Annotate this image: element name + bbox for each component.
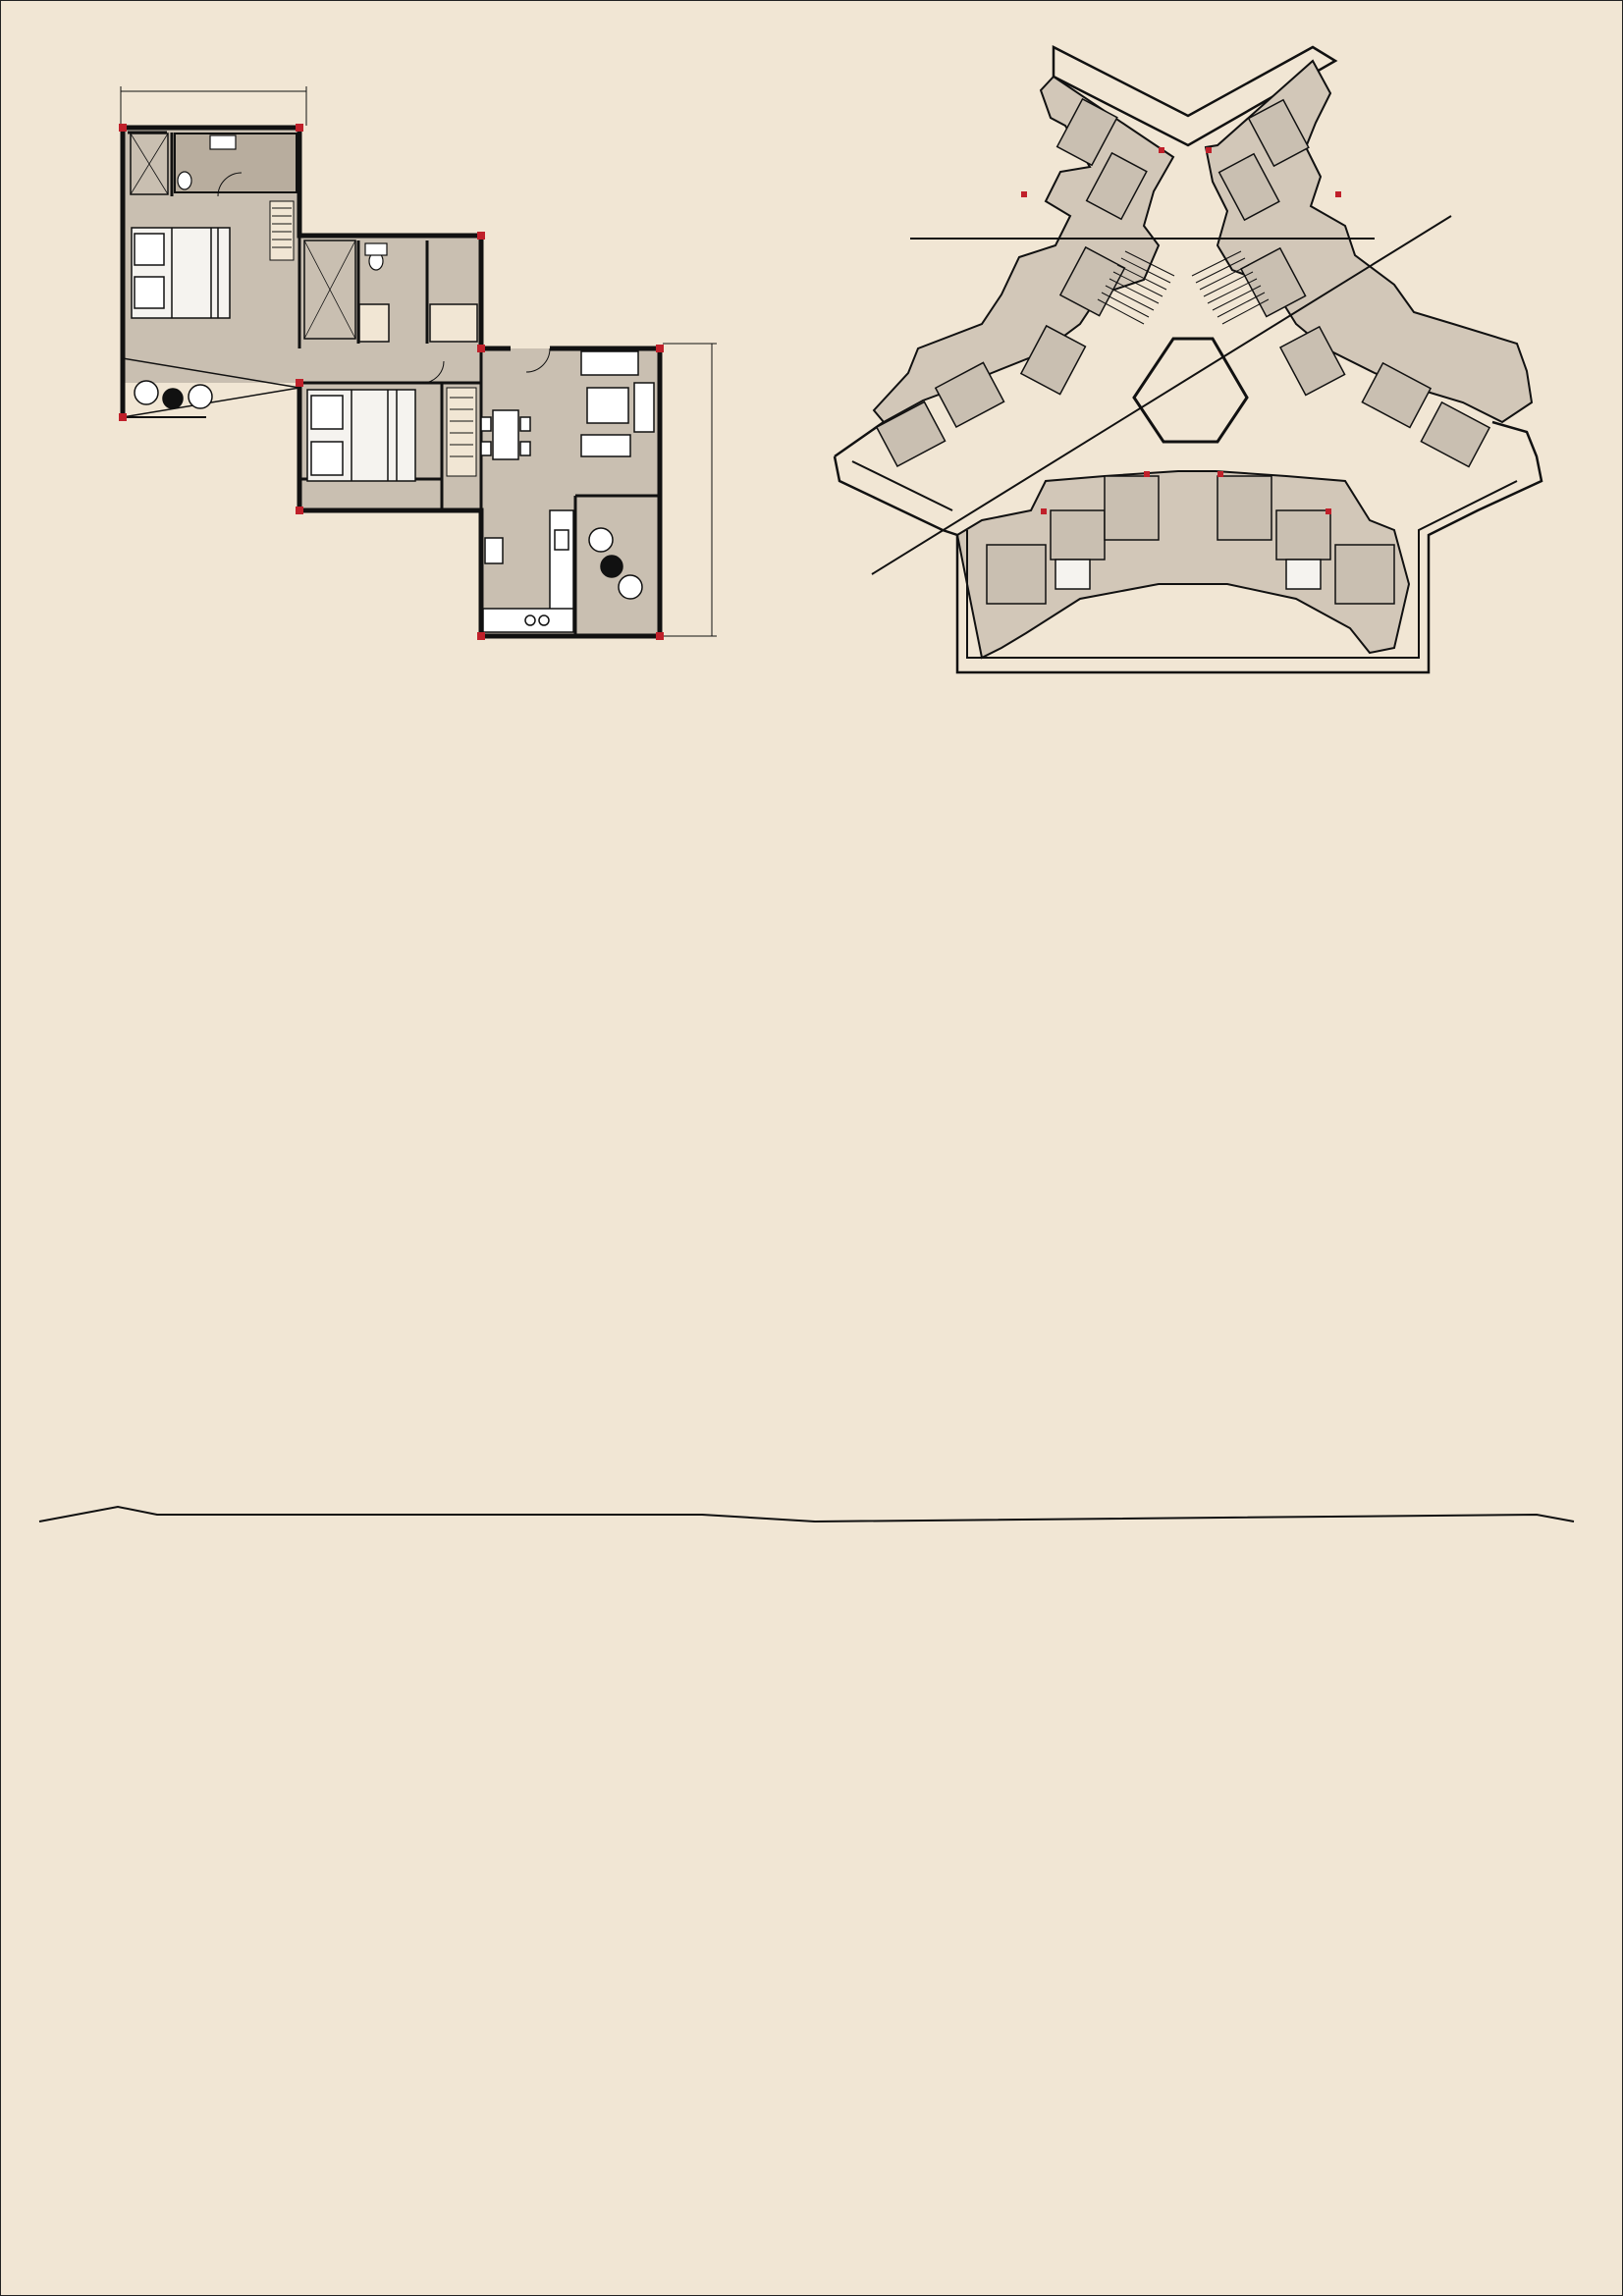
- typical-floor-plan: [835, 47, 1542, 672]
- unit-plan: [119, 86, 717, 640]
- unit-plan-width-dimension: [121, 86, 306, 126]
- central-courtyard: [1134, 339, 1247, 442]
- unit-plan-height-dimension: [663, 344, 717, 636]
- ground-line: [39, 1507, 1574, 1522]
- bed-icon: [307, 390, 415, 481]
- bed-icon: [132, 228, 230, 318]
